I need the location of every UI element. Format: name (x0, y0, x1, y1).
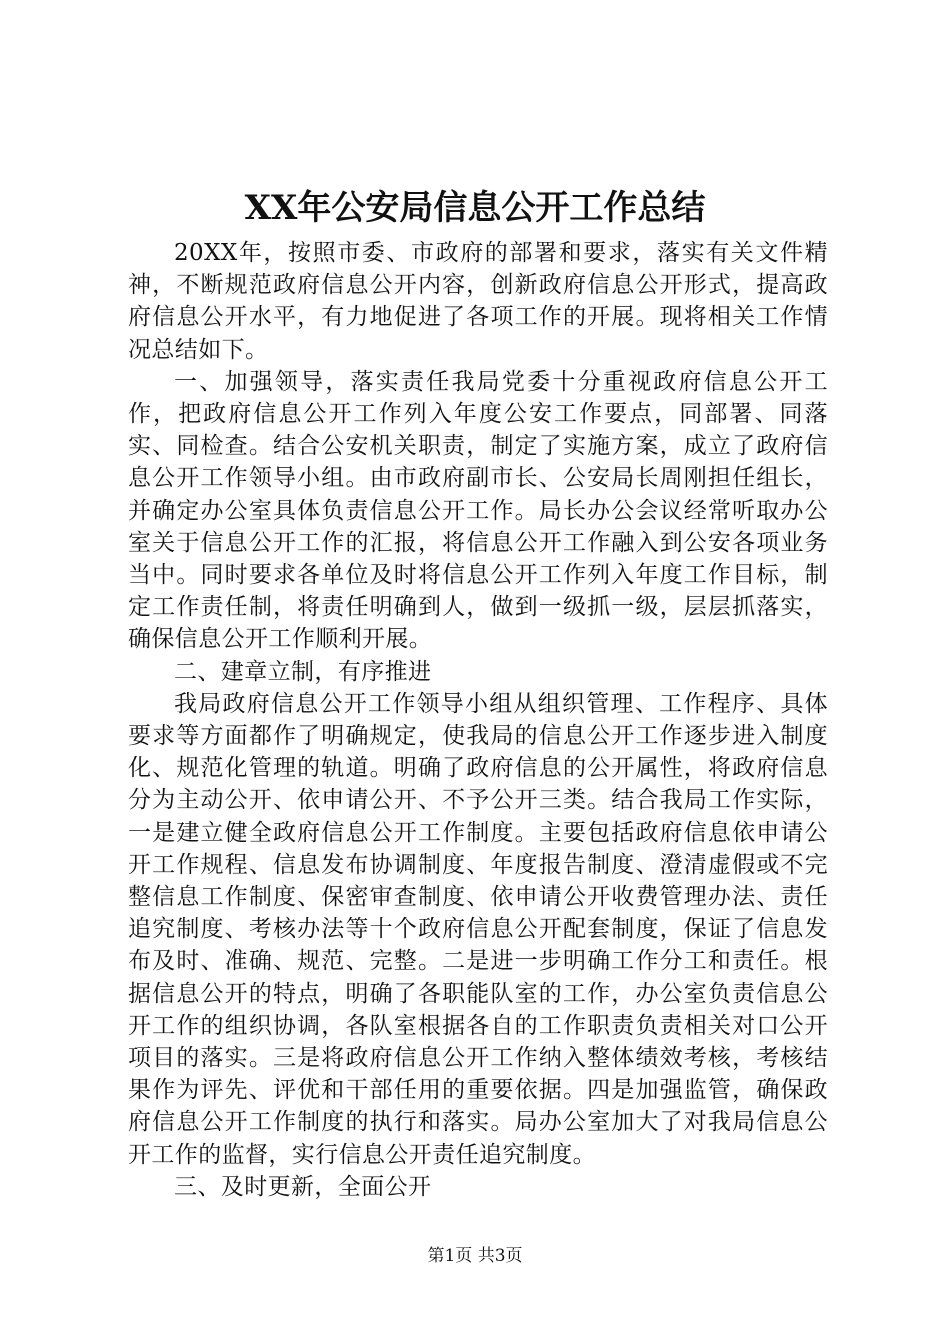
document-title: XX年公安局信息公开工作总结 (244, 188, 706, 228)
heading-section-3: 三、及时更新，全面公开 (174, 1173, 432, 1200)
paragraph-intro: 20XX年，按照市委、市政府的部署和要求，落实有关文件精神，不断规范政府信息公开内容，创新政府信息公开形式，提高政府信息公开水平，有力地促进了各项工作的开展。现将相关工作情况总结如下。 (128, 240, 828, 363)
document-body (128, 237, 828, 1203)
page-number-footer: 第1页 共3页 (427, 1246, 523, 1266)
heading-section-2: 二、建章立制，有序推进 (174, 658, 432, 685)
paragraph-section-2: 我局政府信息公开工作领导小组从组织管理、工作程序、具体要求等方面都作了明确规定，使我局的信息公开工作逐步进入制度化、规范化管理的轨道。明确了政府信息的公开属性，将政府信息分为主动公开、依申请公开、不予公开三类。结合我局工作实际，一是建立健全政府信息公开工作制度。主要包括政府信息依申请公开工作规程、信息发布协调制度、年度报告制度、澄清虚假或不完整信息工作制度、保密审查制度、依申请公开收费管理办法、责任追究制度、考核办法等十个政府信息公开配套制度，保证了信息发布及时、准确、规范、完整。二是进一步明确工作分工和责任。根据信息公开的特点，明确了各职能队室的工作，办公室负责信息公开工作的组织协调，各队室根据各自的工作职责负责相关对口公开项目的落实。三是将政府信息公开工作纳入整体绩效考核，考核结果作为评先、评优和干部任用的重要依据。四是加强监管，确保政府信息公开工作制度的执行和落实。局办公室加大了对我局信息公开工作的监督，实行信息公开责任追究制度。 (128, 690, 828, 1168)
paragraph-section-1: 一、加强领导，落实责任我局党委十分重视政府信息公开工作，把政府信息公开工作列入年度公安工作要点，同部署、同落实、同检查。结合公安机关职责，制定了实施方案，成立了政府信息公开工作领导小组。由市政府副市长、公安局长周刚担任组长，并确定办公室具体负责信息公开工作。局长办公会议经常听取办公室关于信息公开工作的汇报，将信息公开工作融入到公安各项业务当中。同时要求各单位及时将信息公开工作列入年度工作目标，制定工作责任制，将责任明确到人，做到一级抓一级，层层抓落实，确保信息公开工作顺利开展。 (128, 368, 828, 653)
